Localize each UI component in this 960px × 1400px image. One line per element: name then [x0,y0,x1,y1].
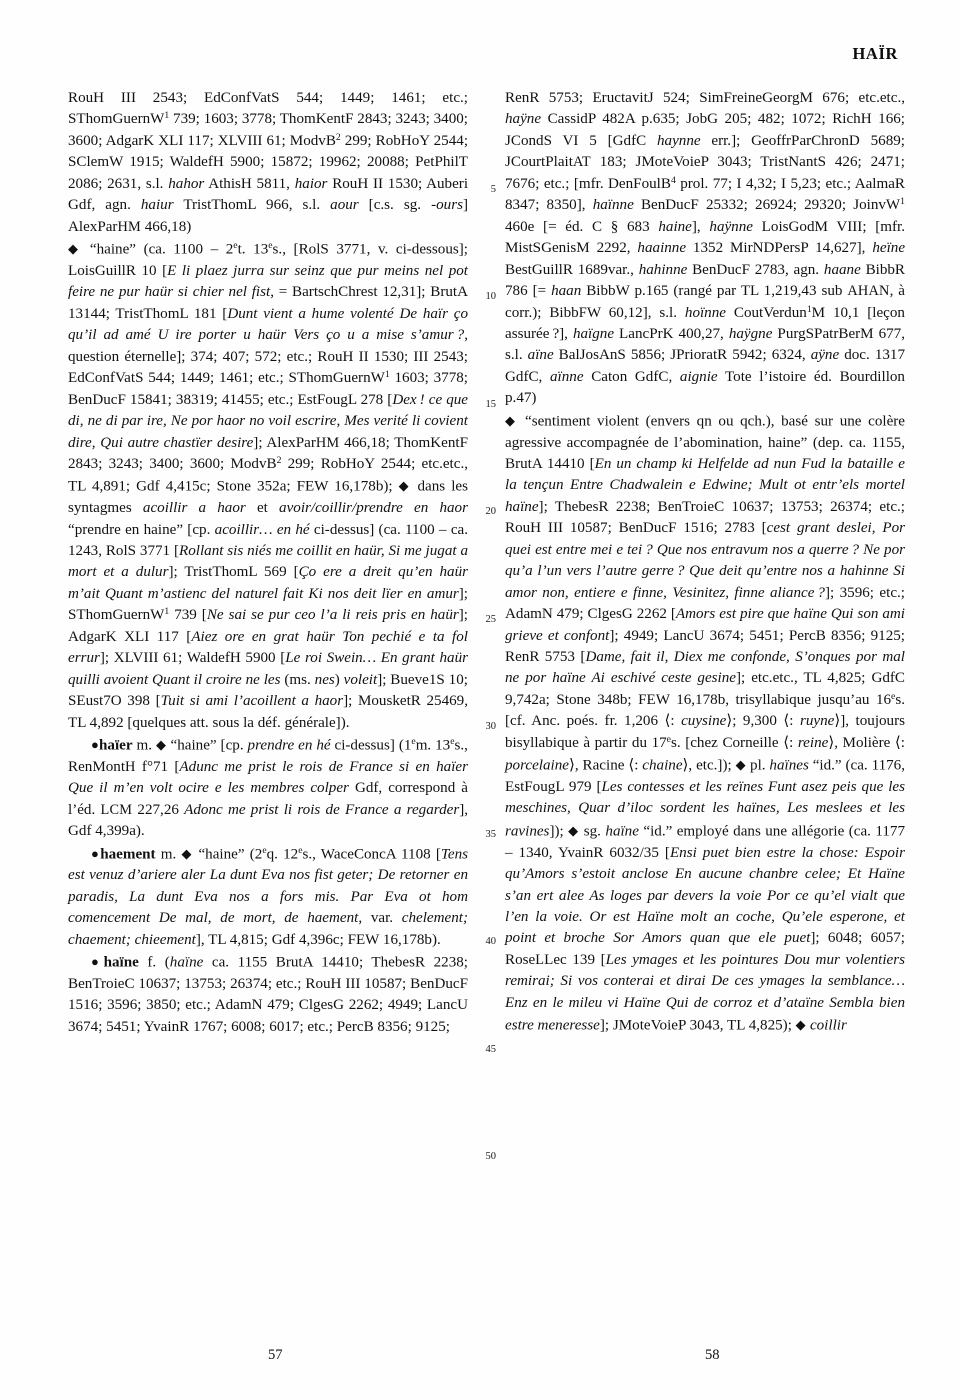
entry-gloss: “haine” [198,845,245,862]
superscript-marker: e [298,844,303,856]
superscript-marker: 1 [164,110,170,122]
variant-form: haynne [656,132,701,149]
ref-list-text: RouH III 2543; EdConfVatS 544; 1449; 1461; etc.; SThomGuernW [68,90,468,128]
variant-form: haÿne [505,111,542,128]
ref-list-text: BestGuillR 1689var., [505,261,639,278]
superscript-marker: e [891,690,896,702]
ref-list-text: ⟩], toujours bisyllabique à partir du 17 [505,713,906,751]
citation-quote: Adunc me prist le rois de France si en haïer Que il m’en volt ocire e les membres colper [68,758,468,797]
superscript-marker: e [666,733,671,745]
variant-form: haainne [637,240,687,257]
rhyme-word: chaine [642,757,683,774]
entry-headword: haïer [99,737,133,754]
variant-form: aïne [527,347,554,364]
ref-list-text: CoutVerdun [725,304,807,321]
ref-list-text: ]; ThebesR 2238; BenTroieC 10637; 13753; 26374; etc.; RouH III 10587; BenDucF 1516; 2783 [ [505,498,905,537]
diamond-bullet-icon: ◆ [735,757,747,773]
variant-form: haane [823,261,861,278]
sense-paragraph [505,410,905,1037]
ref-list-text: “id.” (ca. 1176, EstFougL 979 [ [505,757,905,795]
column-left [68,88,468,1038]
cross-reference: acoillir… en hé [214,521,310,538]
ref-list-text: ⟩, Racine ⟨: [569,757,643,774]
ref-list-text: ]; Bueve1S 10; SEust7O 398 [ [68,671,468,710]
citation-quote: Dame, fait il, Diex me confonde, S’onques por mal ne por haïne Ai eschivé ceste gesine [505,649,905,687]
ref-list-text: 466,18; ThomKentF 2843; 3243; 3400; 3600; ModvB [68,434,469,472]
line-number: 25 [485,614,496,625]
citation-quote: Rollant sis niés me coillit en haür, Si me jugat a mort et a dulur [68,543,468,581]
ref-list-text: q. 12 [266,845,299,862]
syntagm-form: avoir/coillir/prendre en haor [279,500,468,517]
variant-form: -ours [431,197,463,214]
line-number: 15 [485,399,496,410]
ref-list-text: BibbW p.165 (rangé par TL 1,219,43 sub [581,283,848,300]
ref-list-text: (dep. ca. 1155, BrutA 14410 [ [505,434,905,472]
ref-list-text: ]; XLVIII 61; WaldefH 5900 [ [99,650,286,667]
ref-list-text: , var. [358,910,402,927]
column-right [505,88,905,1037]
ref-list-text: [cp. [216,737,248,754]
ref-list-text: ( [156,954,170,971]
line-number: 50 [485,1151,496,1162]
ref-list-text: ]; 4949; LancU 3674; 5451; PercB 8356; 9125; RenR 5753 [ [505,627,905,666]
ref-list-text: f°71 [ [135,758,180,775]
variant-form: haÿnne [709,218,753,235]
ref-list-text: err.]; GeoffrParChronD 5689; JCourtPlait [505,132,905,171]
ref-list-text: BalJosAnS 5856; JPrioratR 5942; 6324, [553,347,811,364]
paragraph-continuation [68,88,468,238]
entry-headword: haïne [103,954,139,971]
variant-form: aour [330,197,359,214]
variant-form: hahinne [638,261,688,278]
ref-list-text: RenR 5753; EructavitJ 524; SimFreineGeorgM 676; etc.etc., [505,90,905,106]
syntagm-form: coillir [809,1017,847,1034]
citation-quote: E li plaez jurra sur seinz que pur meins nel pot feire ne pur haür si chier nel fist [68,262,468,301]
variant-form: haiur [140,197,174,214]
ref-list-text: ci-dessus] (ca. 1100 – ca. 1243, RolS 3771 [ [68,521,468,560]
ref-list-text: 299; RobHoY 2544; SClemW 1915; WaldefH 5900; 15872; 19962; 20088; PetPhilT 2086; 2631, s.l. [68,132,469,192]
ref-list-text: Gdf, correspond à l’éd. [68,780,468,818]
smallcaps-siglum: HM [315,434,340,451]
smallcaps-siglum: HM [117,218,141,235]
running-header: HAÏR [852,44,898,63]
ref-list-text: 460e [= éd. C § 683 [505,218,659,235]
ref-list-text: ⟩, etc.]); [682,757,736,774]
ref-list-text: “prendre en haine” [cp. [68,521,215,538]
variant-form: haine [658,218,692,235]
superscript-marker: 1 [900,196,905,208]
diamond-bullet-icon: ◆ [795,1017,807,1033]
superscript-marker: 4 [670,174,676,186]
ref-list-text: ]; TristThomL 569 [ [168,564,299,581]
variant-form: aïnne [549,368,584,385]
paragraph-continuation [505,88,905,410]
ref-list-text: Lec 139 [ [544,951,606,968]
line-number: 35 [485,829,496,840]
ref-list-text: s., RenMont [68,737,468,775]
line-number: 10 [485,291,496,302]
ref-list-text: ]; 3596; etc.; AdamN 479; ClgesG 2262 [ [505,584,905,623]
ref-list-text: W 60,12], s.l. [586,304,685,321]
ref-list-text: BenDucF 2783, agn. [687,261,824,278]
ref-list-text: ]); [549,823,569,840]
ref-list-text: 739; 1603; 3778; ThomKentF 2843; 3243; 3400; 3600; AdgarK XLI 117; XLVIII 61; ModvB [68,111,468,149]
ref-list-text: Tote l’istoire éd. Bourdillon p.47) [505,368,905,407]
ref-list-text: 227,26 [132,801,185,818]
ref-list-text: ], Gdf 4,399a). [68,801,469,840]
ref-list-text: ⟩; 9,300 ⟨: [726,713,800,730]
ref-list-text: RouH II 1530; Auberi Gdf, agn. [68,175,469,214]
dictionary-entry-haine [68,951,468,1038]
line-number: 20 [485,506,496,517]
ref-list-text: [c.s. sg. [358,197,432,214]
smallcaps-siglum: H [125,758,136,775]
ref-list-text: 1603; 3778; BenDucF 15841; 38319; 41455; etc.; EstFougL 278 [ [68,370,468,408]
citation-quote: Tuit si ami l’acoillent a haor [160,693,344,710]
entry-gender: m. [160,845,177,862]
diamond-bullet-icon: ◆ [181,845,194,861]
superscript-marker: e [233,240,238,252]
rhyme-word: reine [797,734,829,751]
entry-gender: m. [136,737,152,754]
gloss-text: t. 13 [237,241,269,258]
ref-list-text: ]; etc.etc., TL 4,825; GdfC 9,742a; Stone 348b; FEW 16,178b, trisyllabique jusqu’au 16 [505,670,906,708]
smallcaps-siglum: F [578,304,587,321]
variant-form: heïne [872,240,906,257]
citation-quote: En un champ ki Helfelde ad nun Fud la bataille e la tençun Entre Chadwalein e Edwine; Mult ot entr’els mortel haïne [505,455,905,515]
variant-form: haÿgne [728,325,773,342]
superscript-marker: e [450,736,455,748]
citation-quote: Aiez ore en grat haür Ton pechié e ta fol errur [68,628,468,667]
ref-list-text: ], [691,218,710,235]
citation-quote: Amors est pire que haïne Qui son ami grieve et confont [505,606,905,644]
ref-list-text: LoisGodM VIII; [mfr. MistSGenisM 2292, [505,218,905,257]
entry-gloss: “sentiment violent (envers qn ou qch.), basé sur une colère agressive accompagnée de l’abomination, haine” [505,413,905,451]
ref-list-text: ) [334,671,344,688]
superscript-marker: 2 [335,131,341,143]
diamond-bullet-icon: ◆ [505,412,519,428]
line-number: 30 [485,721,496,732]
ref-list-text: (2 [244,845,263,862]
variant-form: haïnes [769,757,809,774]
ref-list-text: m. 13 [415,737,451,754]
ref-list-text: BibbR 786 [= [505,261,905,300]
variant-form: haïne [169,954,204,971]
smallcaps-siglum: LCM [100,801,133,818]
line-number: 45 [485,1044,496,1055]
rhyme-word: cuysine [681,713,727,730]
ref-list-text: 466,18) [140,218,192,235]
variant-form: aignie [679,368,718,385]
ref-list-text: 299; RobHoY 2544; etc.etc., TL 4,891; Gdf 4,415c; Stone 352a; FEW 16,178b); [68,455,468,495]
variant-form: haïne [605,823,639,840]
ref-list-text: ci-dessus] (1 [330,737,412,754]
citation-quote: Dex ! ce que di, ne di par ire, Ne por haor no voil escrire, Mes verité li covient dire, Qui autre chastïer desire [68,391,469,451]
ref-list-text: ]; MousketR 25469, TL 4,892 [quelques att. sous la déf. générale]). [68,693,469,731]
diamond-bullet-icon: ◆ [155,737,167,753]
variant-form: haan [551,283,582,300]
citation-quote: Ensi puet bien estre la chose: Espoir qu’Amors s’estoit anclose En aucune chanbre celee; Et Haïne s’an ert alee As loges par devers la voie Por ce qu’el vialt que l’en la voie. Or est Haïne molt an coche, Qu’ele esperone, et point et broche Sor Amors quan que ele puet [505,844,905,947]
ref-list-text: s. [cf. Anc. poés. fr. 1,206 ⟨: [505,691,905,730]
diamond-bullet-icon: ◆ [568,822,580,838]
superscript-marker: e [262,844,267,856]
variant-form: aÿne [810,347,840,364]
ref-list-text: ]; AlexPar [253,434,316,451]
entry-gender: f. [147,954,157,971]
ref-list-text: , à corr.); Bibb [505,283,905,321]
superscript-marker: 1 [164,606,170,618]
ref-list-text: ] AlexPar [68,197,468,235]
citation-quote: Ço ere a dreit qu’en haür m’ait Quant m’astienc del naturel fait Ki nos deit lïer en amur [68,564,469,602]
ref-list-text: doc. 1317 GdfC, [505,347,906,385]
ref-list-text: ]; SThomGuernW [68,585,468,624]
superscript-marker: e [411,736,416,748]
gloss-text: “haine” (ca. 1100 – 2 [89,241,234,258]
variant-form: haior [294,175,328,192]
ref-list-text: , question éternelle]; 374; 407; 572; etc.; RouH II 1530; III 2543; EdConfVatS 544; 1449; 1461; etc.; SThomGuernW [68,327,468,387]
diamond-bullet-icon: ◆ [68,241,83,257]
ref-list-text: ]; AdgarK XLI 117 [ [68,607,468,645]
ref-list-text: et [245,500,280,517]
ref-list-text: M 10,1 [leçon assurée ?], [505,304,905,342]
cross-reference: prendre en hé [247,737,331,754]
folio-number-left: 57 [268,1347,283,1363]
circle-bullet-icon: ● [91,845,101,861]
ref-list-text: ]; JMoteVoieP 3043, TL 4,825); [599,1017,796,1034]
folio-number-right: 58 [705,1347,720,1363]
ref-list-text: LancPrK 400,27, [614,325,729,342]
superscript-marker: 2 [276,454,282,466]
citation-quote: Dunt vient a hume volenté De haïr ço qu’il ad amé U ire porter u haür Vers ço u a mise s’amur ? [68,305,468,344]
variant-form: hahor [168,175,205,192]
ref-list-text: , = BartschChrest 12,31]; BrutA 13144; TristThomL 181 [ [68,284,469,322]
variant-form: haïgne [572,325,615,342]
citation-quote: Ne sai se pur ceo l’a li reis pris en haür [206,607,459,624]
ref-list-text: “id.” employé dans une allégorie (ca. 1177 – 1340, YvainR 6032/35 [ [505,823,906,861]
citation-quote: cest grant deslei, Por quei est entre mei e tei ? Que nos entravum nos a querre ? Ne por qu’a l’un vers l’autre gerre ? Que deit qu’entre nos a hahinne Si amor non, entiere e finne, Vesinitez, finne aliance ? [505,520,905,601]
line-number: 40 [485,936,496,947]
ref-list-text: s., [RolS 3771, v. ci-dessous]; LoisGuillR 10 [ [68,241,468,279]
ref-list-text: Caton GdfC, [583,368,680,385]
ref-list-text: BenDucF 25332; 26924; 29320; JoinvW [633,197,901,214]
ref-list-text: s., WaceConcA 1108 [ [302,845,441,862]
entry-headword: haement [100,845,156,862]
ref-list-text: sg. [579,823,606,840]
citation-quote: Adonc me prist li rois de France a regarder [184,801,460,818]
ref-list-text: pl. [746,757,770,774]
superscript-marker: 1 [806,303,812,315]
smallcaps-siglum: AHAN [847,283,890,300]
superscript-marker: 1 [384,369,390,381]
citation-quote: Les ymages et les pointures Dou mur volentiers remirai; Si vos conterai et dirai De ces ymages la semblance… Enz en le mileu vi Haïne Qui de corroz et d’ataïne Sembla bien estre meneresse [505,951,905,1034]
dictionary-entry-haement [68,843,468,952]
sense-paragraph [68,238,468,734]
ref-list-text: PurgSPatrBerM 677, s.l. [505,325,906,364]
variant-form: chelement; chaement; chieement [68,910,468,948]
variant-form: haïnne [592,197,634,214]
rhyme-word: ruyne [799,713,835,730]
ref-list-text: prol. 77; I 4,32; I 5,23; etc.; AalmaR 8347; 8350], [505,175,905,214]
ref-list-text: 739 [ [169,607,207,624]
line-number: 5 [490,184,496,195]
entry-gloss: “haine” [170,737,217,754]
syntagm-form: acoillir a haor [142,500,246,517]
ref-list-text: (ms. [280,671,315,688]
ref-list-text: ⟩, Molière ⟨: [828,734,905,751]
ref-list-text: s. [chez Corneille ⟨: [670,734,798,751]
ref-list-text: ], TL 4,815; Gdf 4,396c; FEW 16,178b). [195,931,441,948]
line-number-gutter [470,88,496,1333]
citation-quote: Le roi Swein… En grant haür quilli avoient Quant il croire ne les [68,650,468,688]
ref-list-text: TristThomL 966, s.l. [173,197,331,214]
variant-form: hoïnne [684,304,726,321]
ref-list-text: AthisH 5811, [204,175,295,192]
variant-form: nes [314,671,335,688]
circle-bullet-icon: ● [91,954,104,970]
diamond-bullet-icon: ◆ [398,478,412,494]
citation-quote: Les contesses et les reïnes Funt asez peis que les meschines, Quar d’iloc sordent les haïnes, Les meslees et les ravines [505,779,905,840]
ref-list-text: ]; 6048; 6057; Rose [505,930,906,968]
ref-list-text: 1352 MirNDPersP 14,627], [686,240,873,257]
smallcaps-siglum: AT [572,154,591,171]
smallcaps-siglum: L [535,951,545,968]
ref-list-text: CassidP 482A p.635; JobG 205; 482; 1072; RichH 166; JCondS VI 5 [GdfC [505,111,905,149]
dictionary-entry-haier [68,734,468,843]
superscript-marker: e [268,240,273,252]
ref-list-text: dans les syntagmes [68,478,468,517]
ref-list-text: ca. 1155 BrutA 14410; ThebesR 2238; BenTroieC 10637; 13753; 26374; etc.; RouH III 10587; BenDucF 1516; 3596; 3850; etc.; AdamN 479; ClgesG 2262; 4949; LancU 3674; 5451; YvainR 1767; 6008; 6017; etc.; PercB 8356; 9125; [68,954,468,1035]
circle-bullet-icon: ● [91,737,99,753]
rhyme-word: porcelaine [505,757,569,774]
ref-list-text: 183; JMoteVoieP 3043; TristNantS 426; 2471; 7676; etc.; [mfr. DenFoulB [505,154,905,192]
citation-quote: voleit [343,671,378,688]
citation-quote: Tens est venuz d’ariere aler La dunt Eva nos fist geter; De retorner en paradis, La dunt Eva nos a fors mis. Par Eva ot hom comencement De mal, de mort, de haement [68,845,468,927]
